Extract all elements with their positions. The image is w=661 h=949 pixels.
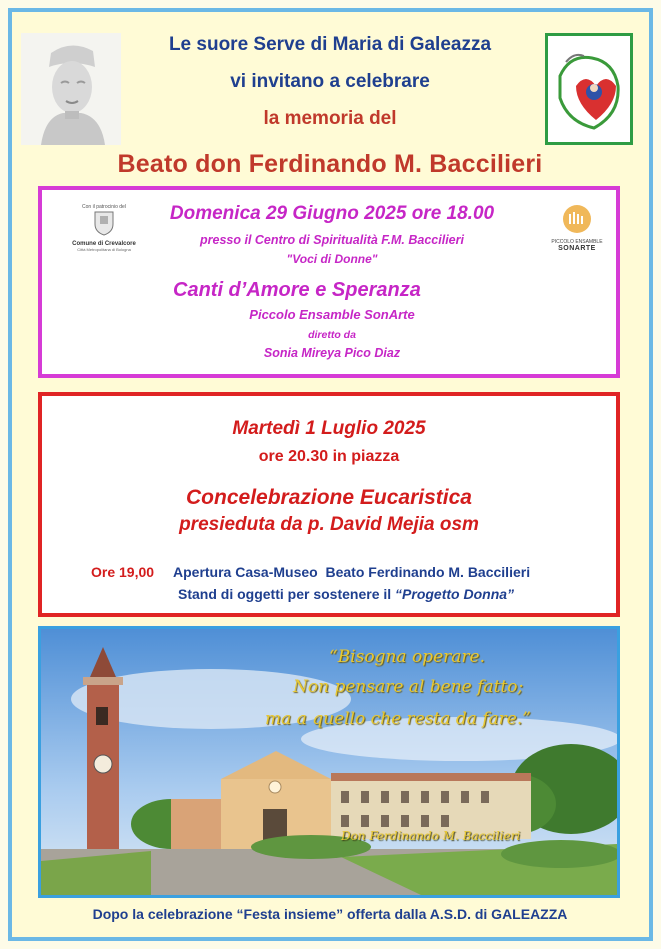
event2-opening: Apertura Casa-Museo Beato Ferdinando M. Baccilieri (173, 564, 531, 580)
concert-event-box (38, 186, 620, 378)
sonarte-line2: SONARTE (558, 245, 596, 252)
event2-stand-prefix: Stand di oggetti per sostenere il (178, 586, 396, 602)
comune-sub: Città Metropolitana di Bologna (77, 247, 131, 252)
page-title: Beato don Ferdinando M. Baccilieri (117, 150, 543, 178)
sonarte-line1: PICCOLO ENSAMBLE (551, 239, 603, 245)
comune-logo (68, 204, 140, 252)
header-line-1: Le suore Serve di Maria di Galeazza (168, 34, 492, 55)
portrait-bust-image (21, 33, 121, 145)
event1-date: Domenica 29 Giugno 2025 ore 18.00 (169, 203, 495, 224)
event2-time: ore 20.30 in piazza (258, 448, 400, 465)
event1-subtitle: "Voci di Donne" (286, 252, 378, 266)
quote-line-3: ma a quello che resta da fare.” (265, 709, 531, 729)
header-line-2: vi invitano a celebrare (230, 71, 430, 92)
sonarte-logo (542, 204, 612, 252)
quote-line-2: Non pensare al bene fatto; (293, 677, 524, 697)
comune-caption: Con il patrocinio del (82, 204, 126, 210)
event2-stand (178, 586, 514, 602)
church-photo (38, 626, 620, 898)
event2-presider: presieduta da p. David Mejia osm (179, 514, 479, 535)
sonarte-emblem-icon (562, 204, 592, 234)
header-line-3: la memoria del (263, 108, 397, 129)
event1-director: Sonia Mireya Pico Diaz (263, 346, 401, 360)
event1-venue: presso il Centro di Spiritualità F.M. Baccilieri (200, 233, 464, 247)
event2-date: Martedì 1 Luglio 2025 (232, 418, 426, 439)
comune-name: Comune di Crevalcore (72, 241, 136, 247)
quote-line-1: “Bisogna operare. (329, 647, 485, 667)
coat-of-arms-icon (93, 210, 115, 236)
event2-mass: Concelebrazione Eucaristica (186, 486, 472, 509)
footer-note: Dopo la celebrazione “Festa insieme” offerta dalla A.S.D. di GALEAZZA (92, 906, 568, 922)
event1-concert-title: Canti d’Amore e Speranza (173, 279, 421, 301)
church-scene-image (41, 629, 617, 895)
event2-ore-label: Ore 19,00 (91, 564, 155, 580)
mass-event-box (38, 392, 620, 617)
event1-directed-label: diretto da (308, 329, 356, 341)
galeazza-logo (545, 33, 633, 145)
event2-stand-project: “Progetto Donna” (395, 586, 515, 602)
event1-ensemble: Piccolo Ensamble SonArte (249, 307, 415, 322)
quote-signature: Don Ferdinando M. Baccilieri (341, 829, 521, 843)
